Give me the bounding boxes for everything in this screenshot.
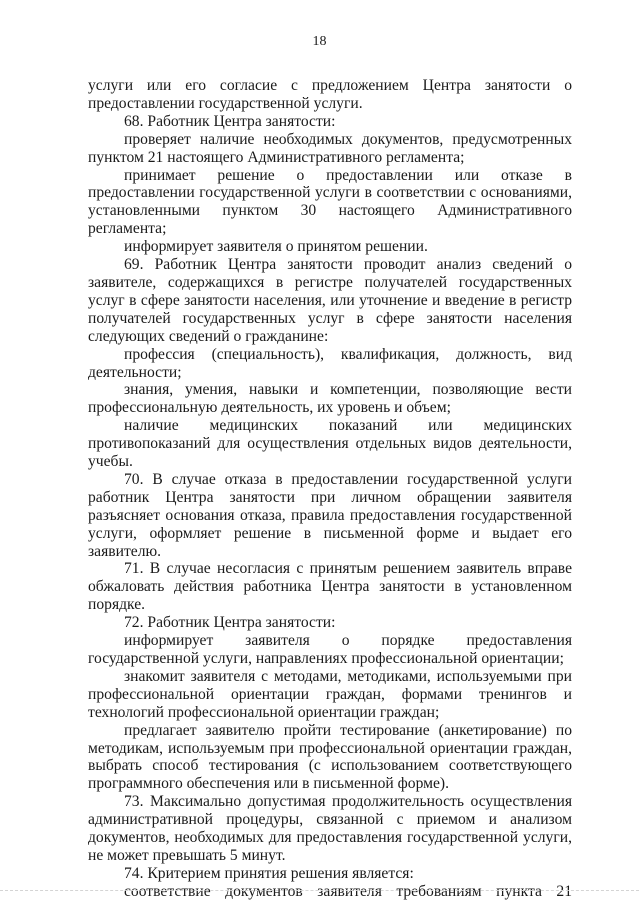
paragraph-72-item-1: информирует заявителя о порядке предоставления государственной услуги, направлениях профессиональной ориентации; [88, 632, 572, 667]
paragraph-69-item-3: наличие медицинских показаний или медицинских противопоказаний для осуществления отдельных видов деятельности, учебы. [88, 417, 572, 471]
paragraph-68-item-2: принимает решение о предоставлении или отказе в предоставлении государственной услуги в соответствии с основаниями, установленными пунктом 30 настоящего Административного регламента; [88, 166, 572, 238]
paragraph-68-item-3: информирует заявителя о принятом решении. [124, 238, 428, 256]
paragraph-69-item-1: профессия (специальность), квалификация, должность, вид деятельности; [88, 345, 572, 381]
document-body [88, 77, 572, 901]
paragraph-69-item-2: знания, умения, навыки и компетенции, позволяющие вести профессиональную деятельность, их уровень и объем; [88, 381, 572, 417]
paragraph-68: 68. Работник Центра занятости: [124, 112, 336, 130]
page-bottom-edge [0, 890, 639, 892]
paragraph-74-item-1: соответствие документов заявителя требованиям пункта 21 [124, 882, 572, 900]
paragraph-72: 72. Работник Центра занятости: [124, 614, 336, 632]
paragraph-74: 74. Критерием принятия решения является: [124, 864, 414, 882]
paragraph-72-item-3: предлагает заявителю пройти тестирование (анкетирование) по методикам, используемым при профессиональной ориентации граждан, выбрать способ тестирования (с использованием соответствующего программного обеспечения или в письменной форме). [88, 721, 572, 793]
paragraph-73: 73. Максимально допустимая продолжительность осуществления административной процедуры, связанной с приемом и анализом документов, необходимых для предоставления государственной услуги, не может превышать 5 минут. [88, 793, 572, 864]
paragraph-71: 71. В случае несогласия с принятым решением заявитель вправе обжаловать действия работника Центра занятости в установленном порядке. [88, 560, 572, 614]
page-number: 18 [312, 34, 327, 49]
paragraph-69: 69. Работник Центра занятости проводит анализ сведений о заявителе, содержащихся в регистре получателей государственных услуг в сфере занятости населения, или уточнение и введение в регистр получателей государственных услуг в сфере занятости населения следующих сведений о гражданине: [88, 256, 572, 345]
paragraph-continuation: услуги или его согласие с предложением Центра занятости о предоставлении государственной услуги. [88, 77, 572, 112]
paragraph-70: 70. В случае отказа в предоставлении государственной услуги работник Центра занятости при личном обращении заявителя разъясняет основания отказа, правила предоставления государственной услуги, оформляет решение в письменной форме и выдает его заявителю. [88, 470, 572, 560]
paragraph-72-item-2: знакомит заявителя с методами, методиками, используемыми при профессиональной ориентации граждан, формами тренингов и технологий профессиональной ориентации граждан; [88, 667, 572, 721]
paragraph-68-item-1: проверяет наличие необходимых документов, предусмотренных пунктом 21 настоящего Административного регламента; [88, 130, 572, 166]
